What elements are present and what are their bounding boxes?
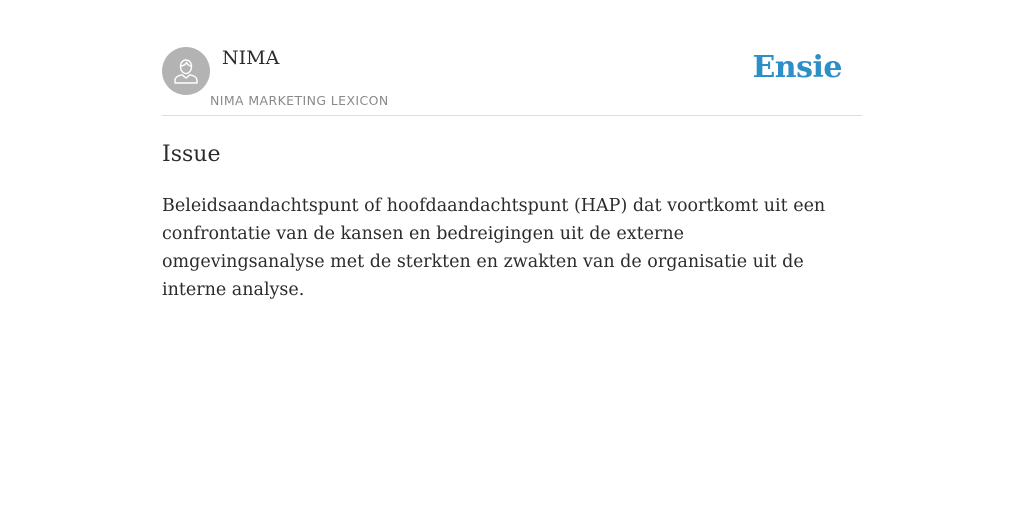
card-header <box>162 0 862 116</box>
term-title: Issue <box>162 142 221 167</box>
user-silhouette-icon <box>171 56 201 86</box>
definition-card <box>162 0 862 300</box>
definition-text: Beleidsaandachtspunt of hoofdaandachtspunt (HAP) dat voortkomt uit een confrontatie van de kansen en bedreigingen uit de externe omgevingsanalyse met de sterkten en zwakten van de organisatie uit de interne analyse. <box>162 196 826 300</box>
source-label[interactable]: NIMA MARKETING LEXICON <box>210 93 389 108</box>
brand-logo[interactable]: Ensie <box>752 50 842 85</box>
author-name[interactable]: NIMA <box>222 47 280 69</box>
author-avatar[interactable] <box>162 47 210 95</box>
